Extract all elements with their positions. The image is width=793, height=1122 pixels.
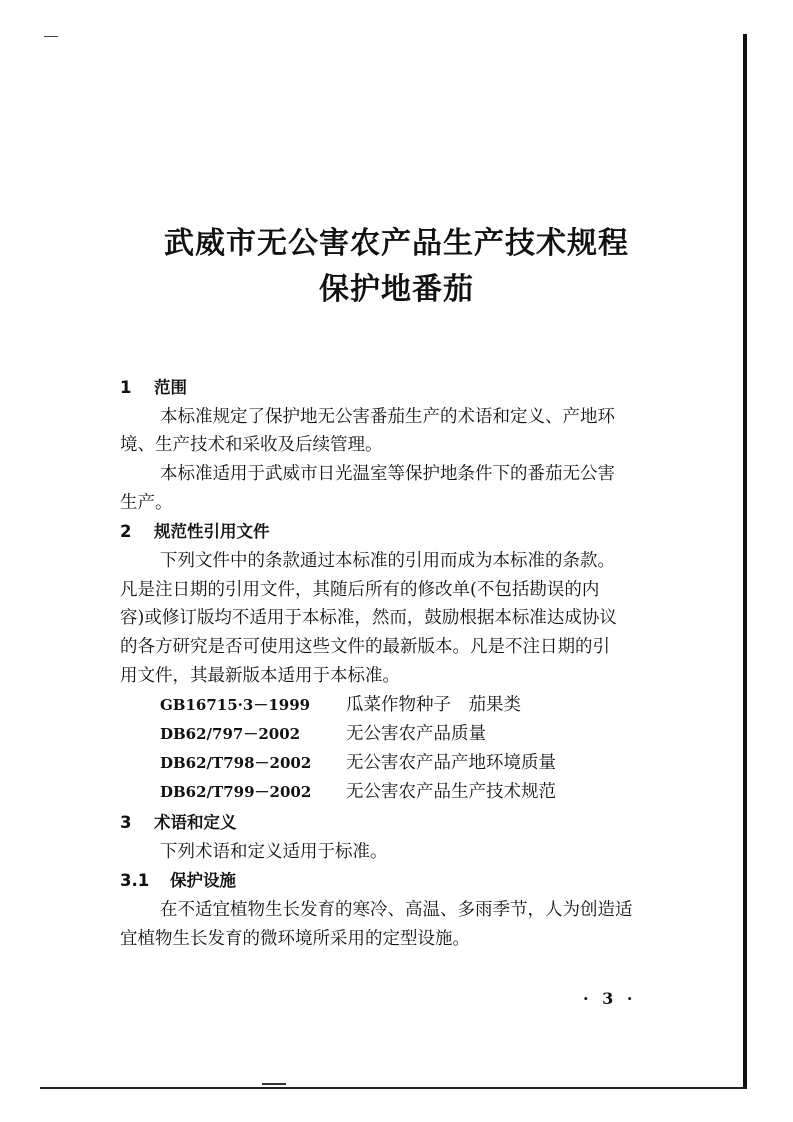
paragraph-line: 的各方研究是否可使用这些文件的最新版本。凡是不注日期的引 xyxy=(120,637,610,657)
scan-mark xyxy=(44,36,58,37)
paragraph-line: 下列术语和定义适用于标准。 xyxy=(160,842,388,862)
paragraph-line: 容)或修订版均不适用于本标准，然而，鼓励根据本标准达成协议 xyxy=(120,608,617,628)
reference-code: DB62/T799－2002 xyxy=(160,783,312,801)
section-number: 3 xyxy=(120,813,132,832)
reference-title: 无公害农产品质量 xyxy=(346,724,486,744)
section-1-heading xyxy=(120,377,187,399)
section-number: 1 xyxy=(120,378,132,397)
paragraph-line: 凡是注日期的引用文件，其随后所有的修改单(不包括勘误的内 xyxy=(120,580,600,600)
page-edge-bottom xyxy=(40,1087,746,1089)
section-title: 规范性引用文件 xyxy=(154,522,270,541)
reference-code: GB16715·3－1999 xyxy=(160,696,311,714)
document-subtitle: 保护地番茄 xyxy=(319,272,474,307)
document-title: 武威市无公害农产品生产技术规程 xyxy=(164,226,629,261)
page-edge-right xyxy=(743,34,747,1089)
paragraph-line: 本标准规定了保护地无公害番茄生产的术语和定义、产地环 xyxy=(160,407,615,427)
paragraph-line: 生产。 xyxy=(120,493,173,513)
section-number: 3.1 xyxy=(120,871,150,890)
reference-code: DB62/797－2002 xyxy=(160,725,301,743)
section-number: 2 xyxy=(120,522,132,541)
paragraph-line: 用文件，其最新版本适用于本标准。 xyxy=(120,666,400,686)
paragraph-line: 境、生产技术和采收及后续管理。 xyxy=(120,435,383,455)
scan-mark-bottom xyxy=(262,1083,286,1085)
section-3-1-heading xyxy=(120,870,236,892)
section-title: 范围 xyxy=(154,378,187,397)
section-title: 术语和定义 xyxy=(154,813,237,832)
section-2-heading xyxy=(120,521,270,543)
paragraph-line: 本标准适用于武威市日光温室等保护地条件下的番茄无公害 xyxy=(160,464,615,484)
paragraph-line: 宜植物生长发育的微环境所采用的定型设施。 xyxy=(120,929,470,949)
section-title: 保护设施 xyxy=(170,871,236,890)
reference-code: DB62/T798－2002 xyxy=(160,754,312,772)
reference-title: 无公害农产品生产技术规范 xyxy=(346,782,556,802)
paragraph-line: 下列文件中的条款通过本标准的引用而成为本标准的条款。 xyxy=(160,551,615,571)
reference-title: 瓜菜作物种子 茄果类 xyxy=(346,695,521,715)
paragraph-line: 在不适宜植物生长发育的寒冷、高温、多雨季节，人为创造适 xyxy=(160,900,633,920)
reference-title: 无公害农产品产地环境质量 xyxy=(346,753,556,773)
section-3-heading xyxy=(120,812,237,834)
page-number: · 3 · xyxy=(583,989,637,1008)
